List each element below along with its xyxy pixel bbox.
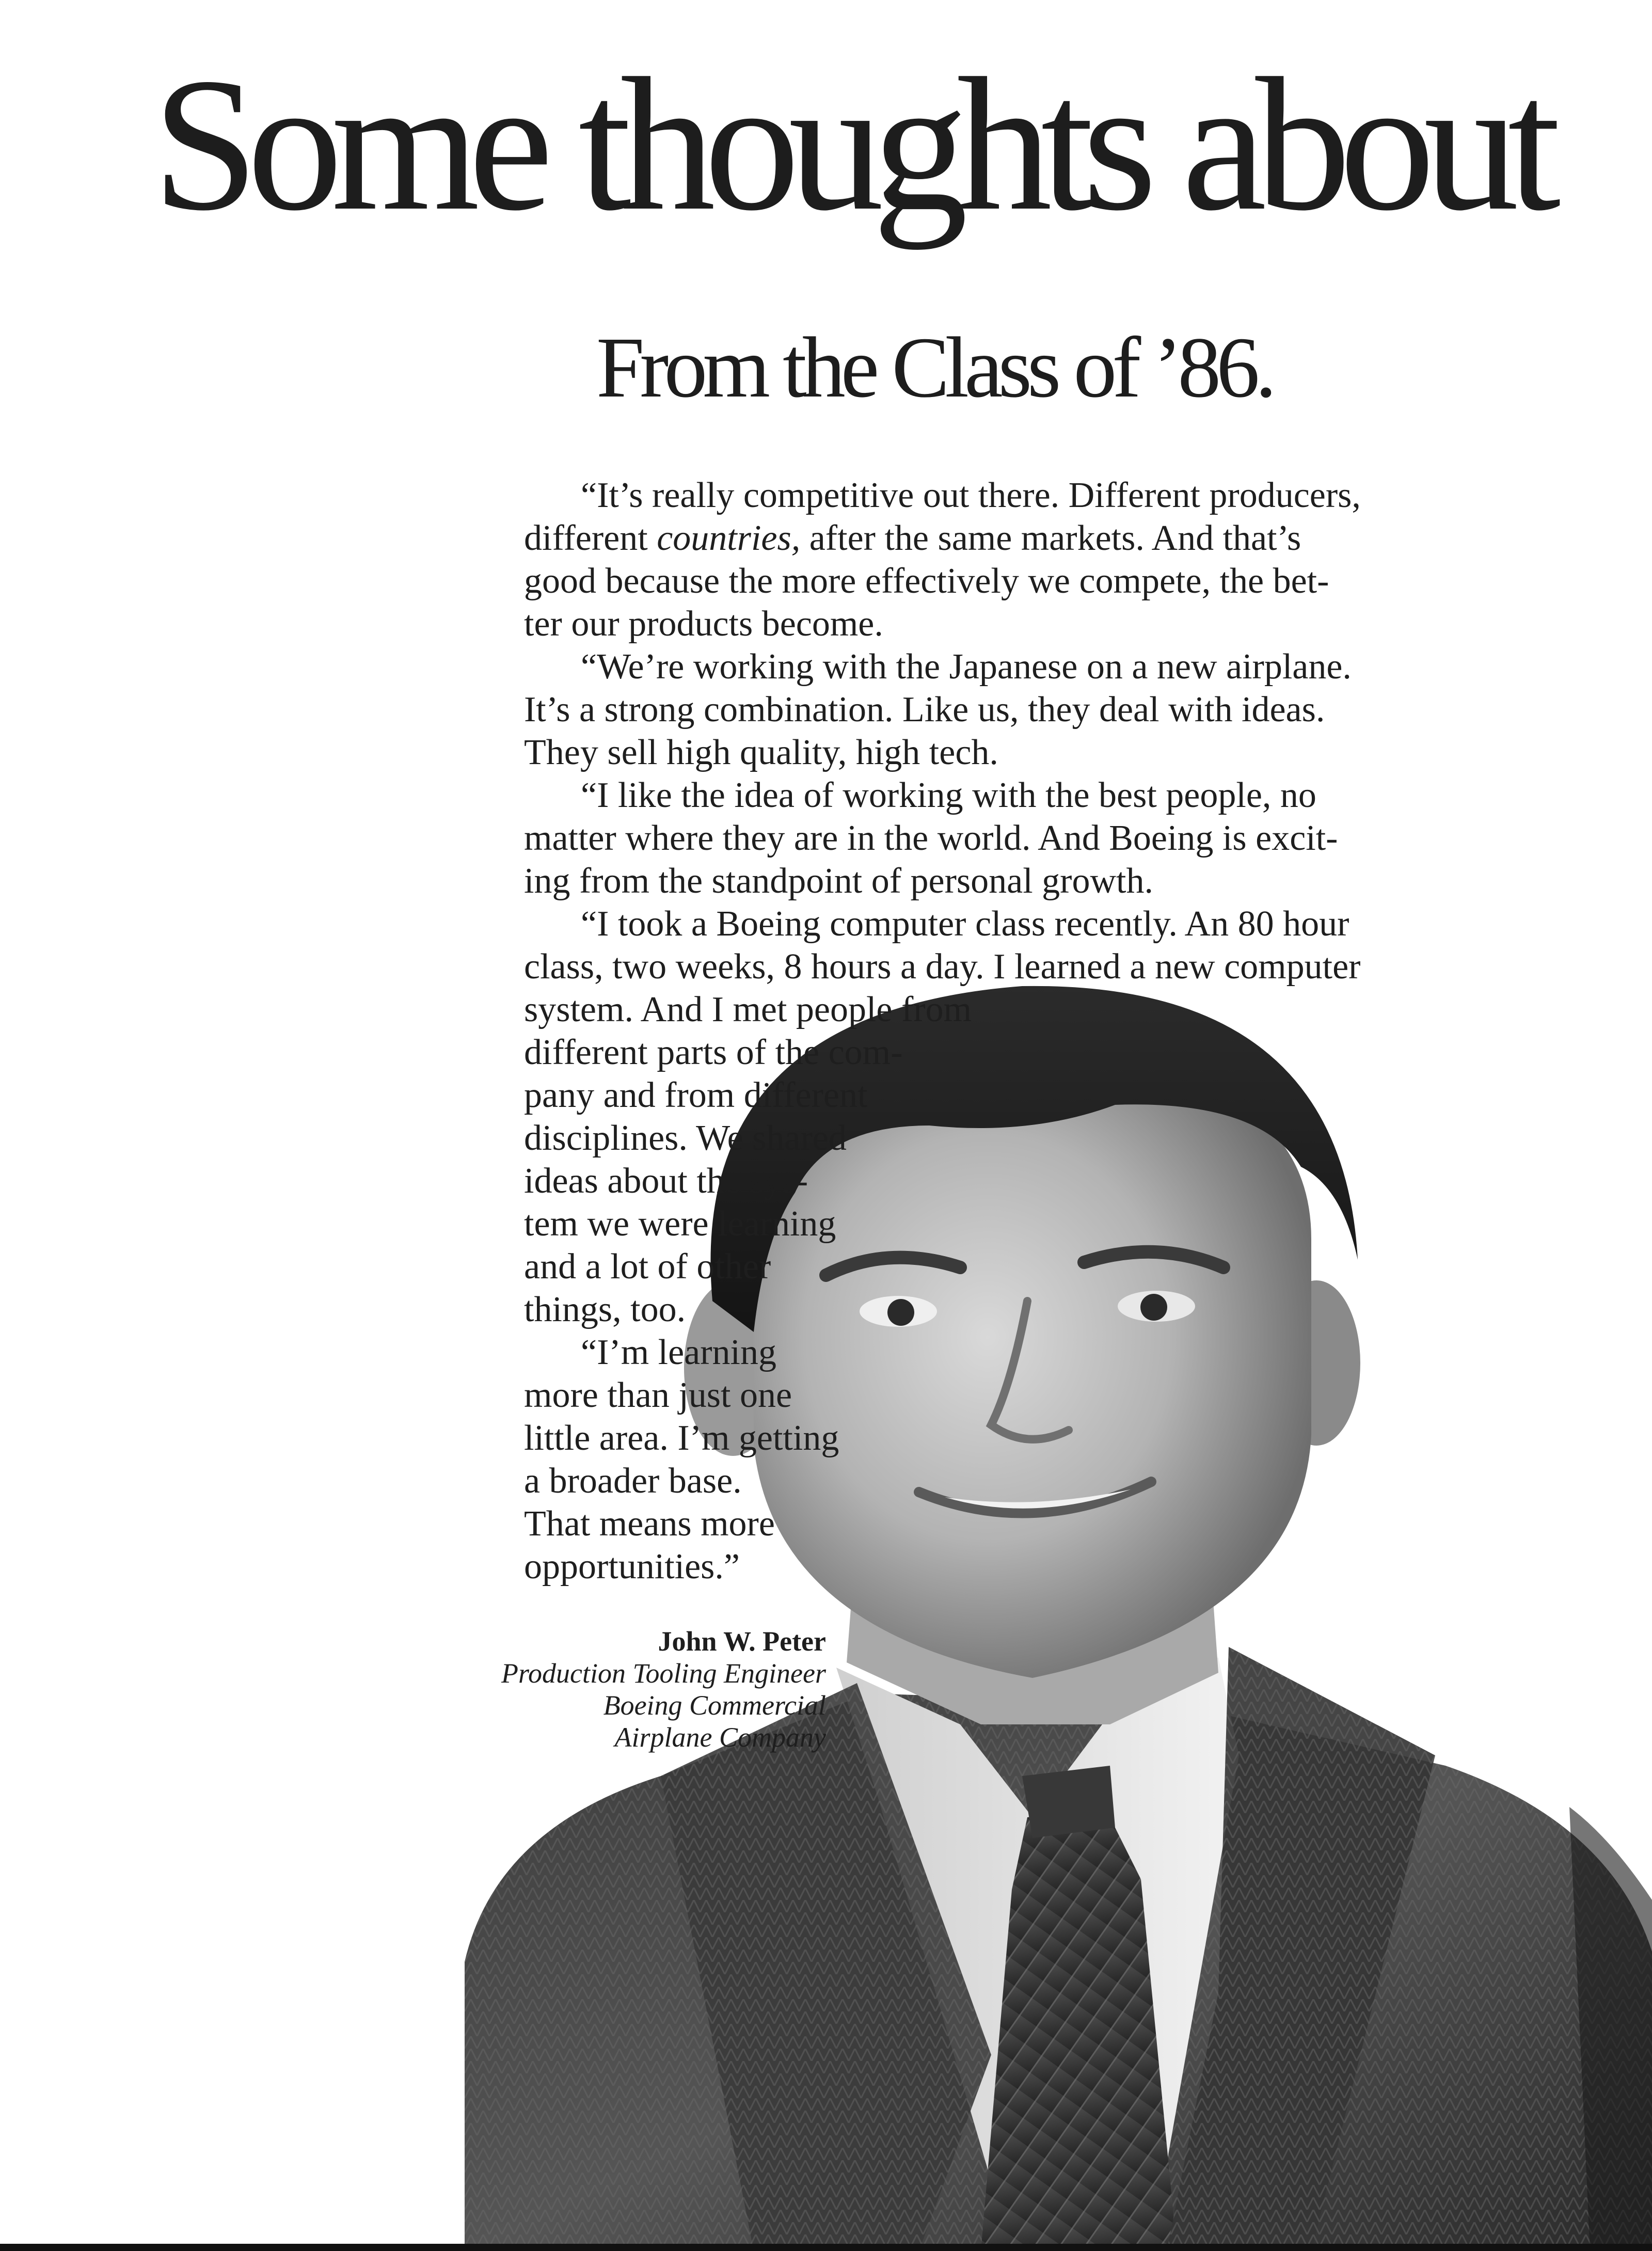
quote-line: good because the more effectively we compete, the bet- bbox=[524, 561, 1329, 601]
attribution bbox=[501, 1625, 826, 1753]
quote-line: class, two weeks, 8 hours a day. I learned a new computer bbox=[524, 947, 1361, 987]
quote-line: opportunities.” bbox=[524, 1547, 740, 1587]
quote-line: ing from the standpoint of personal growth. bbox=[524, 861, 1153, 901]
quote-line: “I like the idea of working with the best people, no bbox=[581, 775, 1316, 815]
quote-line: “I took a Boeing computer class recently. An 80 hour bbox=[581, 904, 1349, 944]
quote-line: system. And I met people from bbox=[524, 990, 972, 1029]
quote-line: “We’re working with the Japanese on a new airplane. bbox=[581, 647, 1352, 687]
quote-line: “I’m learning bbox=[581, 1333, 776, 1372]
quote-line bbox=[524, 517, 1469, 560]
quote-line: different parts of the com- bbox=[524, 1033, 903, 1072]
quote-text: after the same markets. And that’s bbox=[800, 518, 1301, 558]
quote-line: disciplines. We shared bbox=[524, 1118, 847, 1158]
quote-line: It’s a strong combination. Like us, they deal with ideas. bbox=[524, 690, 1325, 730]
attribution-name: John W. Peter bbox=[658, 1626, 826, 1657]
quote-line: and a lot of other bbox=[524, 1247, 771, 1287]
attribution-title: Production Tooling Engineer bbox=[501, 1658, 826, 1689]
subheadline: From the Class of ’86. bbox=[596, 320, 1273, 416]
quote-line: more than just one bbox=[524, 1375, 792, 1415]
quote-line: They sell high quality, high tech. bbox=[524, 733, 998, 772]
quote-line: tem we were learning bbox=[524, 1204, 836, 1244]
quote-line: little area. I’m getting bbox=[524, 1418, 839, 1458]
quote-line: a broader base. bbox=[524, 1461, 742, 1501]
quote-line: matter where they are in the world. And Boeing is excit- bbox=[524, 818, 1338, 858]
testimonial-quote bbox=[524, 474, 1469, 1588]
quote-line: pany and from different bbox=[524, 1075, 868, 1115]
quote-text: different bbox=[524, 518, 657, 558]
bottom-border bbox=[0, 2244, 1652, 2251]
headline: Some thoughts about bbox=[152, 39, 1550, 250]
quote-emphasis: countries, bbox=[657, 518, 801, 558]
quote-line: ideas about the sys- bbox=[524, 1161, 808, 1201]
quote-line: things, too. bbox=[524, 1290, 686, 1329]
quote-line: ter our products become. bbox=[524, 604, 883, 644]
quote-line: That means more bbox=[524, 1504, 775, 1544]
quote-line: “It’s really competitive out there. Different producers, bbox=[581, 475, 1361, 515]
attribution-company: Boeing Commercial bbox=[603, 1690, 826, 1721]
attribution-company: Airplane Company bbox=[614, 1722, 826, 1753]
